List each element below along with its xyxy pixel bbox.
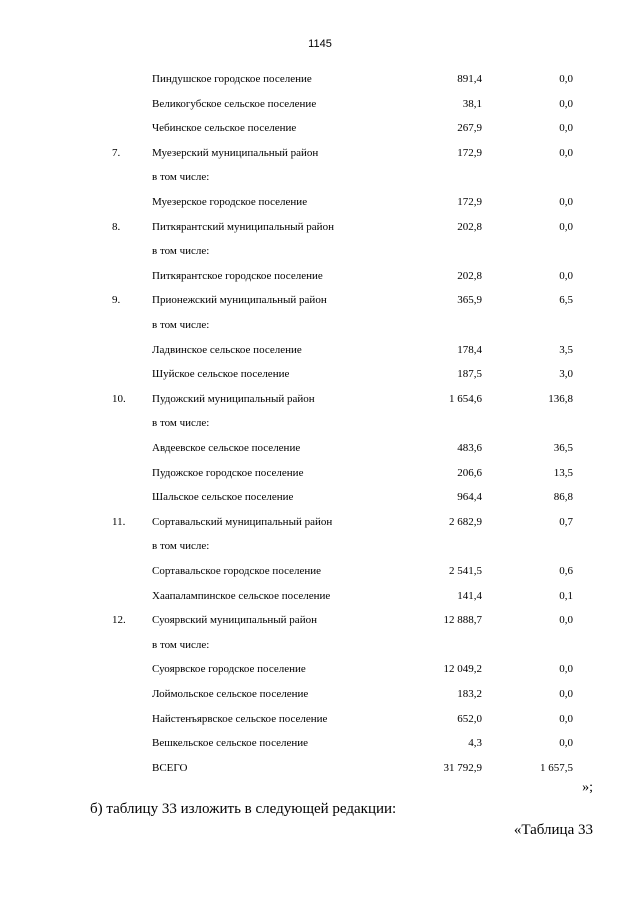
- row-value-2: 3,0: [559, 368, 573, 380]
- row-value-1: 2 682,9: [449, 516, 482, 528]
- row-number: 7.: [112, 147, 121, 159]
- row-name: Ладвинское сельское поселение: [152, 344, 302, 356]
- table-row: [0, 563, 640, 579]
- row-name: в том числе:: [152, 540, 210, 552]
- row-value-1: 187,5: [457, 368, 482, 380]
- row-name: Питкярантское городское поселение: [152, 270, 323, 282]
- row-number: 9.: [112, 294, 121, 306]
- row-value-1: 172,9: [457, 147, 482, 159]
- row-value-2: 0,0: [559, 614, 573, 626]
- row-name: ВСЕГО: [152, 762, 188, 774]
- row-value-2: 0,0: [559, 713, 573, 725]
- row-value-2: 0,1: [559, 590, 573, 602]
- row-value-2: 0,0: [559, 688, 573, 700]
- row-value-1: 891,4: [457, 73, 482, 85]
- row-value-2: 0,0: [559, 737, 573, 749]
- row-value-1: 483,6: [457, 442, 482, 454]
- row-number: 10.: [112, 393, 126, 405]
- row-name: в том числе:: [152, 171, 210, 183]
- table-row: [0, 71, 640, 87]
- amendment-paragraph: б) таблицу 33 изложить в следующей редакции:: [90, 801, 397, 817]
- table-row: [0, 169, 640, 185]
- row-value-1: 202,8: [457, 221, 482, 233]
- row-name: Пудожское городское поселение: [152, 467, 304, 479]
- row-name: в том числе:: [152, 639, 210, 651]
- row-value-2: 136,8: [548, 393, 573, 405]
- table-row: [0, 268, 640, 284]
- row-number: 8.: [112, 221, 121, 233]
- table-row: [0, 342, 640, 358]
- row-value-2: 0,0: [559, 122, 573, 134]
- row-name: Прионежский муниципальный район: [152, 294, 327, 306]
- row-name: Чебинское сельское поселение: [152, 122, 297, 134]
- row-value-2: 0,0: [559, 147, 573, 159]
- table-row: [0, 489, 640, 505]
- row-value-1: 2 541,5: [449, 565, 482, 577]
- row-name: в том числе:: [152, 319, 210, 331]
- table-row: [0, 415, 640, 431]
- row-value-1: 206,6: [457, 467, 482, 479]
- row-name: Шуйское сельское поселение: [152, 368, 290, 380]
- row-value-2: 0,0: [559, 663, 573, 675]
- row-value-2: 3,5: [559, 344, 573, 356]
- table-row: [0, 391, 640, 407]
- table-row: [0, 538, 640, 554]
- row-value-1: 183,2: [457, 688, 482, 700]
- row-value-1: 12 049,2: [443, 663, 482, 675]
- table-row: [0, 366, 640, 382]
- table-row: [0, 120, 640, 136]
- table-row: [0, 465, 640, 481]
- row-name: Сортавальский муниципальный район: [152, 516, 333, 528]
- row-name: Муезерский муниципальный район: [152, 147, 319, 159]
- row-number: 11.: [112, 516, 126, 528]
- row-value-1: 652,0: [457, 713, 482, 725]
- row-value-2: 1 657,5: [540, 762, 573, 774]
- row-value-2: 0,6: [559, 565, 573, 577]
- table-row: [0, 145, 640, 161]
- row-name: Хаапалампинское сельское поселение: [152, 590, 331, 602]
- row-value-1: 172,9: [457, 196, 482, 208]
- row-name: Суоярвское городское поселение: [152, 663, 306, 675]
- row-value-2: 36,5: [553, 442, 573, 454]
- table-row: [0, 661, 640, 677]
- table-row: [0, 440, 640, 456]
- row-name: Питкярантский муниципальный район: [152, 221, 334, 233]
- table-row: [0, 588, 640, 604]
- table-row: [0, 514, 640, 530]
- row-value-2: 6,5: [559, 294, 573, 306]
- row-value-1: 12 888,7: [443, 614, 482, 626]
- row-name: Пиндушское городское поселение: [152, 73, 312, 85]
- row-value-1: 141,4: [457, 590, 482, 602]
- row-value-1: 38,1: [462, 98, 482, 110]
- table-caption: «Таблица 33: [513, 822, 593, 838]
- table-row: [0, 317, 640, 333]
- row-value-1: 4,3: [468, 737, 482, 749]
- row-value-2: 0,0: [559, 196, 573, 208]
- row-value-1: 1 654,6: [449, 393, 482, 405]
- table-row: [0, 760, 640, 776]
- row-value-1: 964,4: [457, 491, 482, 503]
- row-name: Муезерское городское поселение: [152, 196, 308, 208]
- row-value-2: 13,5: [553, 467, 573, 479]
- row-value-2: 0,0: [559, 221, 573, 233]
- row-value-2: 86,8: [553, 491, 573, 503]
- table-row: [0, 292, 640, 308]
- row-name: в том числе:: [152, 417, 210, 429]
- table-row: [0, 637, 640, 653]
- row-name: Сортавальское городское поселение: [152, 565, 322, 577]
- table-row: [0, 96, 640, 112]
- table-row: [0, 243, 640, 259]
- table-row: [0, 686, 640, 702]
- row-value-1: 31 792,9: [443, 762, 482, 774]
- row-name: в том числе:: [152, 245, 210, 257]
- table-row: [0, 612, 640, 628]
- table-row: [0, 219, 640, 235]
- table-row: [0, 194, 640, 210]
- row-name: Найстенъярвское сельское поселение: [152, 713, 328, 725]
- row-name: Пудожский муниципальный район: [152, 393, 315, 405]
- row-value-2: 0,7: [559, 516, 573, 528]
- row-name: Суоярвский муниципальный район: [152, 614, 317, 626]
- row-value-2: 0,0: [559, 270, 573, 282]
- row-name: Великогубское сельское поселение: [152, 98, 317, 110]
- row-value-2: 0,0: [559, 73, 573, 85]
- row-value-1: 267,9: [457, 122, 482, 134]
- row-value-1: 178,4: [457, 344, 482, 356]
- row-value-1: 202,8: [457, 270, 482, 282]
- row-value-2: 0,0: [559, 98, 573, 110]
- row-name: Лоймольское сельское поселение: [152, 688, 309, 700]
- table-end-mark: »;: [582, 780, 593, 795]
- page-number: 1145: [308, 38, 332, 50]
- row-name: Вешкельское сельское поселение: [152, 737, 309, 749]
- row-name: Авдеевское сельское поселение: [152, 442, 301, 454]
- table-row: [0, 711, 640, 727]
- row-number: 12.: [112, 614, 126, 626]
- row-value-1: 365,9: [457, 294, 482, 306]
- row-name: Шальское сельское поселение: [152, 491, 294, 503]
- table-row: [0, 735, 640, 751]
